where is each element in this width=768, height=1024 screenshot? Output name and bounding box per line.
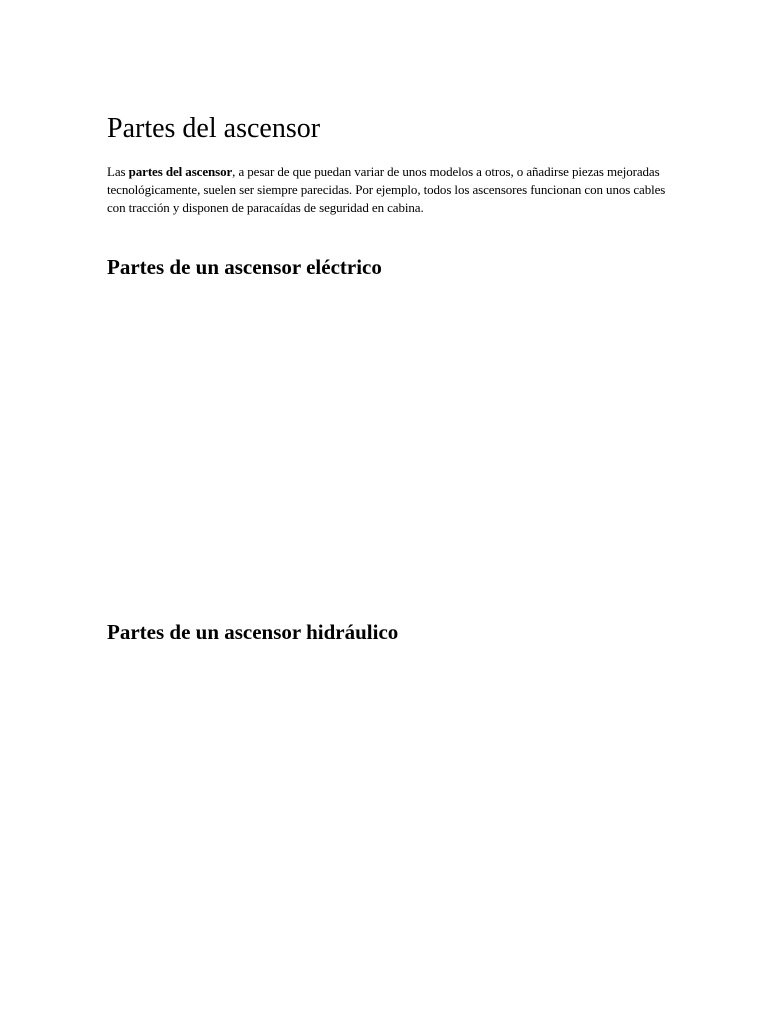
intro-lead-text: Las bbox=[107, 164, 129, 179]
intro-paragraph bbox=[107, 163, 667, 217]
section-heading-electric: Partes de un ascensor eléctrico bbox=[107, 255, 382, 279]
hydraulic-figure-area bbox=[107, 655, 667, 995]
section-heading-hydraulic: Partes de un ascensor hidráulico bbox=[107, 620, 399, 644]
electric-figure-area bbox=[107, 290, 667, 600]
intro-rest-text: , a pesar de que puedan variar de unos modelos a otros, o añadirse piezas mejoradas tecnológicamente, suelen ser siempre parecidas. Por ejemplo, todos los ascensores funcionan con unos cables con tracción y disponen de paracaídas de seguridad en cabina. bbox=[107, 164, 666, 215]
intro-bold-text: partes del ascensor bbox=[128, 164, 233, 179]
page-title: Partes del ascensor bbox=[107, 113, 321, 144]
